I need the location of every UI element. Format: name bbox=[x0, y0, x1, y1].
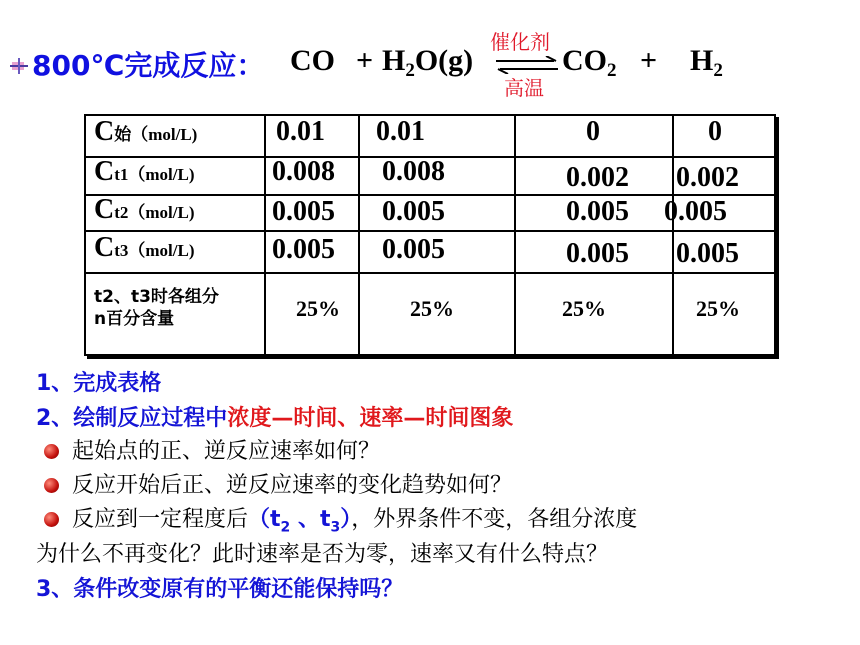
cell-co2: 0 bbox=[586, 116, 600, 147]
table-col-divider bbox=[264, 116, 266, 354]
task-2: 2、绘制反应过程中浓度—时间、速率—时间图象 bbox=[36, 406, 514, 431]
task-3: 3、条件改变原有的平衡还能保持吗？ bbox=[36, 577, 404, 602]
reactant-water: $H_2O(g)$ bbox=[382, 44, 474, 81]
question-equilibrium-cont: 为什么不再变化？此时速率是否为零，速率又有什么特点？ bbox=[36, 542, 609, 567]
cell-h2o: 0.005 bbox=[382, 196, 445, 227]
row-label-initial: C始（mol/L) bbox=[94, 116, 198, 147]
plus-sign-2: + bbox=[640, 44, 658, 77]
reaction-heading: 800℃完成反应： bbox=[32, 49, 265, 82]
cell-co2-percent: 25% bbox=[562, 296, 606, 321]
row-label-percent: t2、t3时各组分 n百分含量 bbox=[94, 287, 219, 329]
red-bullet-icon bbox=[44, 478, 59, 493]
table-col-divider bbox=[514, 116, 516, 354]
cell-h2: 0.002 bbox=[676, 162, 739, 193]
plus-sign: + bbox=[356, 44, 374, 77]
cell-co: 0.01 bbox=[276, 116, 325, 147]
table-col-divider bbox=[358, 116, 360, 354]
cell-h2o: 0.01 bbox=[376, 116, 425, 147]
task-1: 1、完成表格 bbox=[36, 371, 162, 396]
row-label-t2: Ct2（mol/L) bbox=[94, 194, 195, 225]
question-initial-rate: 起始点的正、逆反应速率如何？ bbox=[72, 439, 381, 464]
cell-h2o: 0.005 bbox=[382, 234, 445, 265]
cell-h2o: 0.008 bbox=[382, 156, 445, 187]
cell-co: 0.008 bbox=[272, 156, 335, 187]
cell-h2: 0.005 bbox=[676, 238, 739, 269]
cell-co2: 0.005 bbox=[566, 238, 629, 269]
cell-h2o-percent: 25% bbox=[410, 296, 454, 321]
cell-co: 0.005 bbox=[272, 196, 335, 227]
cell-co2: 0.005 bbox=[566, 196, 629, 227]
row-label-t1: Ct1（mol/L) bbox=[94, 156, 195, 187]
red-bullet-icon bbox=[44, 444, 59, 459]
question-rate-trend: 反应开始后正、逆反应速率的变化趋势如何？ bbox=[72, 473, 513, 498]
row-label-t3: Ct3（mol/L) bbox=[94, 232, 195, 263]
cell-co2: 0.002 bbox=[566, 162, 629, 193]
catalyst-label: 催化剂 bbox=[490, 30, 550, 54]
table-col-divider bbox=[672, 116, 674, 354]
product-h2: $H_2$ bbox=[690, 44, 723, 81]
red-bullet-icon bbox=[44, 512, 59, 527]
question-equilibrium: 反应到一定程度后（$t_2$ 、$t_3$），外界条件不变，各组分浓度 bbox=[72, 507, 638, 536]
high-temperature-label: 高温 bbox=[504, 76, 544, 100]
cell-h2-percent: 25% bbox=[696, 296, 740, 321]
cell-co: 0.005 bbox=[272, 234, 335, 265]
cell-h2: 0 bbox=[708, 116, 722, 147]
reactant-co: CO bbox=[290, 44, 335, 77]
cell-h2: 0.005 bbox=[664, 196, 727, 227]
slide-bullet-icon bbox=[10, 58, 28, 74]
product-co2: $CO_2$ bbox=[562, 44, 617, 81]
cell-co-percent: 25% bbox=[296, 296, 340, 321]
table-row-divider bbox=[86, 272, 774, 274]
